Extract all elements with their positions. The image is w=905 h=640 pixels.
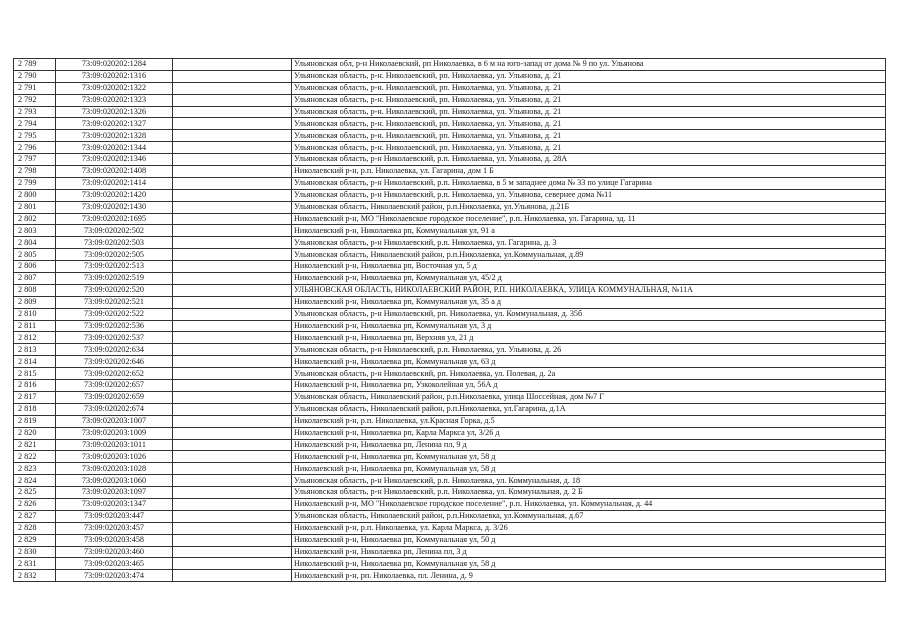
empty-cell <box>173 546 292 558</box>
address-cell: Ульяновская область, р-н Николаевский, р.п. Николаевка, ул. Ульянова, д. 28А <box>292 154 886 166</box>
empty-cell <box>173 166 292 178</box>
cadastral-number-cell: 73:09:020202:659 <box>56 391 173 403</box>
table-row <box>14 546 886 558</box>
empty-cell <box>173 59 292 71</box>
table-row <box>14 391 886 403</box>
table-row <box>14 59 886 71</box>
cadastral-number-cell: 73:09:020202:1430 <box>56 201 173 213</box>
table-row <box>14 308 886 320</box>
table-row <box>14 344 886 356</box>
address-cell: Николаевский р-н, Николаевка рп, Коммунальная ул, 50 д <box>292 534 886 546</box>
row-number-cell: 2 807 <box>14 273 56 285</box>
row-number-cell: 2 829 <box>14 534 56 546</box>
address-cell: Николаевский р-н, Николаевка рп, Коммунальная ул, 58 д <box>292 558 886 570</box>
table-row <box>14 356 886 368</box>
cadastral-number-cell: 73:09:020203:474 <box>56 570 173 582</box>
empty-cell <box>173 558 292 570</box>
row-number-cell: 2 819 <box>14 415 56 427</box>
row-number-cell: 2 820 <box>14 427 56 439</box>
address-cell: Николаевский р-н, Николаевка рп, Карла Маркса ул, 3/26 д <box>292 427 886 439</box>
address-cell: Ульяновская область, р-н. Николаевский, рп. Николаевка, ул. Ульянова, д. 21 <box>292 94 886 106</box>
address-cell: Ульяновская область, р-н Николаевский, р.п. Николаевка, ул. Коммунальная, д. 18 <box>292 475 886 487</box>
table-row <box>14 142 886 154</box>
row-number-cell: 2 825 <box>14 487 56 499</box>
empty-cell <box>173 427 292 439</box>
empty-cell <box>173 189 292 201</box>
table-row <box>14 320 886 332</box>
cadastral-number-cell: 73:09:020202:1328 <box>56 130 173 142</box>
cadastral-number-cell: 73:09:020202:537 <box>56 332 173 344</box>
empty-cell <box>173 475 292 487</box>
empty-cell <box>173 177 292 189</box>
cadastral-number-cell: 73:09:020202:505 <box>56 249 173 261</box>
cadastral-number-cell: 73:09:020202:652 <box>56 368 173 380</box>
address-cell: Ульяновская область, Николаевский район, р.п.Николаевка, ул.Ульянова, д.21Б <box>292 201 886 213</box>
row-number-cell: 2 813 <box>14 344 56 356</box>
table-row <box>14 510 886 522</box>
empty-cell <box>173 106 292 118</box>
cadastral-number-cell: 73:09:020202:1284 <box>56 59 173 71</box>
address-cell: Николаевский р-н, Николаевка рп, Восточная ул, 5 д <box>292 261 886 273</box>
empty-cell <box>173 296 292 308</box>
empty-cell <box>173 439 292 451</box>
cadastral-number-cell: 73:09:020202:1344 <box>56 142 173 154</box>
row-number-cell: 2 808 <box>14 284 56 296</box>
cadastral-number-cell: 73:09:020203:465 <box>56 558 173 570</box>
cadastral-number-cell: 73:09:020202:1408 <box>56 166 173 178</box>
address-cell: Николаевский р-н, МО "Николаевское городское поселение", р.п. Николаевка, ул. Коммунальная, д. 44 <box>292 498 886 510</box>
row-number-cell: 2 832 <box>14 570 56 582</box>
table-row <box>14 451 886 463</box>
cadastral-number-cell: 73:09:020202:1316 <box>56 70 173 82</box>
row-number-cell: 2 822 <box>14 451 56 463</box>
row-number-cell: 2 805 <box>14 249 56 261</box>
cadastral-number-cell: 73:09:020202:1695 <box>56 213 173 225</box>
empty-cell <box>173 237 292 249</box>
table-row <box>14 570 886 582</box>
cadastral-number-cell: 73:09:020202:519 <box>56 273 173 285</box>
empty-cell <box>173 130 292 142</box>
row-number-cell: 2 824 <box>14 475 56 487</box>
address-cell: Николаевский р-н, Николаевка рп, Коммунальная ул, 58 д <box>292 451 886 463</box>
row-number-cell: 2 802 <box>14 213 56 225</box>
empty-cell <box>173 510 292 522</box>
empty-cell <box>173 391 292 403</box>
empty-cell <box>173 70 292 82</box>
address-cell: Николаевский р-н, р.п. Николаевка, ул. Гагарина, дом 1 Б <box>292 166 886 178</box>
row-number-cell: 2 827 <box>14 510 56 522</box>
empty-cell <box>173 320 292 332</box>
empty-cell <box>173 344 292 356</box>
cadastral-number-cell: 73:09:020203:1060 <box>56 475 173 487</box>
table-row <box>14 177 886 189</box>
empty-cell <box>173 380 292 392</box>
row-number-cell: 2 793 <box>14 106 56 118</box>
row-number-cell: 2 821 <box>14 439 56 451</box>
row-number-cell: 2 812 <box>14 332 56 344</box>
table-row <box>14 82 886 94</box>
table-row <box>14 189 886 201</box>
property-register-table <box>13 58 886 582</box>
row-number-cell: 2 815 <box>14 368 56 380</box>
address-cell: Ульяновская область, Николаевский район, р.п.Николаевка, улица Шоссейная, дом №7 Г <box>292 391 886 403</box>
table-row <box>14 368 886 380</box>
address-cell: Ульяновская область, р-н Николаевский, р.п. Николаевка, ул. Ульянова, д. 26 <box>292 344 886 356</box>
cadastral-number-cell: 73:09:020203:1097 <box>56 487 173 499</box>
empty-cell <box>173 82 292 94</box>
cadastral-number-cell: 73:09:020202:1414 <box>56 177 173 189</box>
row-number-cell: 2 789 <box>14 59 56 71</box>
table-row <box>14 439 886 451</box>
address-cell: Николаевский р-н, Николаевка рп, Ленина пл, 3 д <box>292 546 886 558</box>
table-row <box>14 213 886 225</box>
address-cell: Николаевский р-н, Николаевка рп, Коммунальная ул, 45/2 д <box>292 273 886 285</box>
cadastral-number-cell: 73:09:020202:536 <box>56 320 173 332</box>
row-number-cell: 2 831 <box>14 558 56 570</box>
cadastral-number-cell: 73:09:020202:646 <box>56 356 173 368</box>
empty-cell <box>173 249 292 261</box>
cadastral-number-cell: 73:09:020202:1327 <box>56 118 173 130</box>
empty-cell <box>173 570 292 582</box>
address-cell: Ульяновская область, р-н Николаевский, рп. Николаевка, ул. Коммунальная, д. 35б <box>292 308 886 320</box>
empty-cell <box>173 498 292 510</box>
cadastral-number-cell: 73:09:020202:657 <box>56 380 173 392</box>
cadastral-number-cell: 73:09:020203:447 <box>56 510 173 522</box>
table-row <box>14 154 886 166</box>
row-number-cell: 2 817 <box>14 391 56 403</box>
table-row <box>14 94 886 106</box>
cadastral-number-cell: 73:09:020202:502 <box>56 225 173 237</box>
row-number-cell: 2 795 <box>14 130 56 142</box>
cadastral-number-cell: 73:09:020203:1026 <box>56 451 173 463</box>
row-number-cell: 2 796 <box>14 142 56 154</box>
cadastral-number-cell: 73:09:020202:674 <box>56 403 173 415</box>
row-number-cell: 2 830 <box>14 546 56 558</box>
cadastral-number-cell: 73:09:020203:1007 <box>56 415 173 427</box>
cadastral-number-cell: 73:09:020202:1323 <box>56 94 173 106</box>
table-row <box>14 237 886 249</box>
cadastral-number-cell: 73:09:020203:1011 <box>56 439 173 451</box>
empty-cell <box>173 201 292 213</box>
address-cell: Ульяновская область, Николаевский район, р.п.Николаевка, ул.Гагарина, д.1А <box>292 403 886 415</box>
cadastral-number-cell: 73:09:020203:1028 <box>56 463 173 475</box>
empty-cell <box>173 522 292 534</box>
row-number-cell: 2 826 <box>14 498 56 510</box>
cadastral-number-cell: 73:09:020202:634 <box>56 344 173 356</box>
empty-cell <box>173 463 292 475</box>
address-cell: Николаевский р-н, р.п. Николаевка, ул.Красная Горка, д.5 <box>292 415 886 427</box>
cadastral-number-cell: 73:09:020203:457 <box>56 522 173 534</box>
row-number-cell: 2 811 <box>14 320 56 332</box>
address-cell: Ульяновская область, р-н Николаевский, рп. Николаевка, ул. Полевая, д. 2а <box>292 368 886 380</box>
empty-cell <box>173 261 292 273</box>
empty-cell <box>173 332 292 344</box>
register-table-body <box>14 59 886 582</box>
cadastral-number-cell: 73:09:020202:521 <box>56 296 173 308</box>
table-row <box>14 558 886 570</box>
row-number-cell: 2 801 <box>14 201 56 213</box>
address-cell: Николаевский р-н, Николаевка рп, Коммунальная ул, 35 а д <box>292 296 886 308</box>
table-row <box>14 332 886 344</box>
table-row <box>14 284 886 296</box>
empty-cell <box>173 403 292 415</box>
address-cell: Ульяновская область, р-н. Николаевский, рп. Николаевка, ул. Ульянова, д. 21 <box>292 142 886 154</box>
empty-cell <box>173 415 292 427</box>
row-number-cell: 2 806 <box>14 261 56 273</box>
table-row <box>14 498 886 510</box>
empty-cell <box>173 534 292 546</box>
empty-cell <box>173 225 292 237</box>
row-number-cell: 2 828 <box>14 522 56 534</box>
table-row <box>14 249 886 261</box>
row-number-cell: 2 800 <box>14 189 56 201</box>
address-cell: Ульяновская область, р-н. Николаевский, рп. Николаевка, ул. Ульянова, д. 21 <box>292 130 886 142</box>
row-number-cell: 2 792 <box>14 94 56 106</box>
empty-cell <box>173 213 292 225</box>
table-row <box>14 415 886 427</box>
address-cell: Николаевский р-н, Николаевка рп, Ленина пл, 9 д <box>292 439 886 451</box>
address-cell: Николаевский р-н, Николаевка рп, Коммунальная ул, 91 а <box>292 225 886 237</box>
address-cell: Николаевский р-н, рп. Николаевка, пл. Ленина, д. 9 <box>292 570 886 582</box>
address-cell: Ульяновская область, р-н Николаевский, р.п. Николаевка, ул. Ульянова, севернее дома №11 <box>292 189 886 201</box>
address-cell: Николаевский р-н, Николаевка рп, Коммунальная ул, 3 д <box>292 320 886 332</box>
empty-cell <box>173 142 292 154</box>
table-row <box>14 463 886 475</box>
empty-cell <box>173 451 292 463</box>
row-number-cell: 2 797 <box>14 154 56 166</box>
address-cell: Николаевский р-н, Николаевка рп, Верхняя ул, 21 д <box>292 332 886 344</box>
table-row <box>14 118 886 130</box>
row-number-cell: 2 799 <box>14 177 56 189</box>
table-row <box>14 130 886 142</box>
row-number-cell: 2 791 <box>14 82 56 94</box>
cadastral-number-cell: 73:09:020203:460 <box>56 546 173 558</box>
row-number-cell: 2 804 <box>14 237 56 249</box>
cadastral-number-cell: 73:09:020202:1346 <box>56 154 173 166</box>
empty-cell <box>173 308 292 320</box>
row-number-cell: 2 816 <box>14 380 56 392</box>
row-number-cell: 2 818 <box>14 403 56 415</box>
address-cell: Ульяновская область, р-н. Николаевский, рп. Николаевка, ул. Ульянова, д. 21 <box>292 82 886 94</box>
table-row <box>14 403 886 415</box>
cadastral-number-cell: 73:09:020203:1009 <box>56 427 173 439</box>
address-cell: Николаевский р-н, р.п. Николаевка, ул. Карла Маркса, д. 3/26 <box>292 522 886 534</box>
cadastral-number-cell: 73:09:020202:520 <box>56 284 173 296</box>
row-number-cell: 2 803 <box>14 225 56 237</box>
row-number-cell: 2 790 <box>14 70 56 82</box>
table-row <box>14 201 886 213</box>
table-row <box>14 380 886 392</box>
table-row <box>14 487 886 499</box>
empty-cell <box>173 284 292 296</box>
cadastral-number-cell: 73:09:020202:1420 <box>56 189 173 201</box>
address-cell: УЛЬЯНОВСКАЯ ОБЛАСТЬ, НИКОЛАЕВСКИЙ РАЙОН, Р.П. НИКОЛАЕВКА, УЛИЦА КОММУНАЛЬНАЯ, №11А <box>292 284 886 296</box>
empty-cell <box>173 94 292 106</box>
address-cell: Николаевский р-н, МО "Николаевское городское поселение", р.п. Николаевка, ул. Гагарина, зд. 11 <box>292 213 886 225</box>
address-cell: Ульяновская область, р-н Николаевский, р.п. Николаевка, в 5 м западнее дома № 33 по улице Гагарина <box>292 177 886 189</box>
cadastral-number-cell: 73:09:020202:513 <box>56 261 173 273</box>
address-cell: Николаевский р-н, Николаевка рп, Узкоколейная ул, 56А д <box>292 380 886 392</box>
empty-cell <box>173 273 292 285</box>
row-number-cell: 2 798 <box>14 166 56 178</box>
table-row <box>14 261 886 273</box>
table-row <box>14 522 886 534</box>
row-number-cell: 2 809 <box>14 296 56 308</box>
empty-cell <box>173 356 292 368</box>
cadastral-number-cell: 73:09:020202:1322 <box>56 82 173 94</box>
cadastral-number-cell: 73:09:020202:1326 <box>56 106 173 118</box>
row-number-cell: 2 794 <box>14 118 56 130</box>
address-cell: Ульяновская обл, р-н Николаевский, рп Николаевка, в 6 м на юго-запад от дома № 9 по ул. Ульянова <box>292 59 886 71</box>
empty-cell <box>173 154 292 166</box>
table-row <box>14 534 886 546</box>
table-row <box>14 70 886 82</box>
address-cell: Ульяновская область, р-н. Николаевский, рп. Николаевка, ул. Ульянова, д. 21 <box>292 118 886 130</box>
address-cell: Николаевский р-н, Николаевка рп, Коммунальная ул, 58 д <box>292 463 886 475</box>
table-row <box>14 166 886 178</box>
address-cell: Ульяновская область, Николаевский район, р.п.Николаевка, ул.Коммунальная, д.89 <box>292 249 886 261</box>
address-cell: Ульяновская область, р-н. Николаевский, рп. Николаевка, ул. Ульянова, д. 21 <box>292 106 886 118</box>
empty-cell <box>173 118 292 130</box>
cadastral-number-cell: 73:09:020202:522 <box>56 308 173 320</box>
address-cell: Ульяновская область, р-н. Николаевский, рп. Николаевка, ул. Ульянова, д. 21 <box>292 70 886 82</box>
row-number-cell: 2 823 <box>14 463 56 475</box>
table-row <box>14 273 886 285</box>
address-cell: Николаевский р-н, Николаевка рп, Коммунальная ул, 63 д <box>292 356 886 368</box>
table-row <box>14 225 886 237</box>
empty-cell <box>173 368 292 380</box>
row-number-cell: 2 810 <box>14 308 56 320</box>
address-cell: Ульяновская область, Николаевский район, р.п.Николаевка, ул.Коммунальная, д.67 <box>292 510 886 522</box>
table-row <box>14 475 886 487</box>
cadastral-number-cell: 73:09:020203:1347 <box>56 498 173 510</box>
empty-cell <box>173 487 292 499</box>
table-row <box>14 296 886 308</box>
cadastral-number-cell: 73:09:020203:458 <box>56 534 173 546</box>
table-row <box>14 427 886 439</box>
row-number-cell: 2 814 <box>14 356 56 368</box>
table-row <box>14 106 886 118</box>
address-cell: Ульяновская область, р-н Николаевский, р.п. Николаевка, ул. Гагарина, д. 3 <box>292 237 886 249</box>
cadastral-number-cell: 73:09:020202:503 <box>56 237 173 249</box>
address-cell: Ульяновская область, р-н Николаевский, р.п. Николаевка, ул. Коммунальная, д. 2 Б <box>292 487 886 499</box>
